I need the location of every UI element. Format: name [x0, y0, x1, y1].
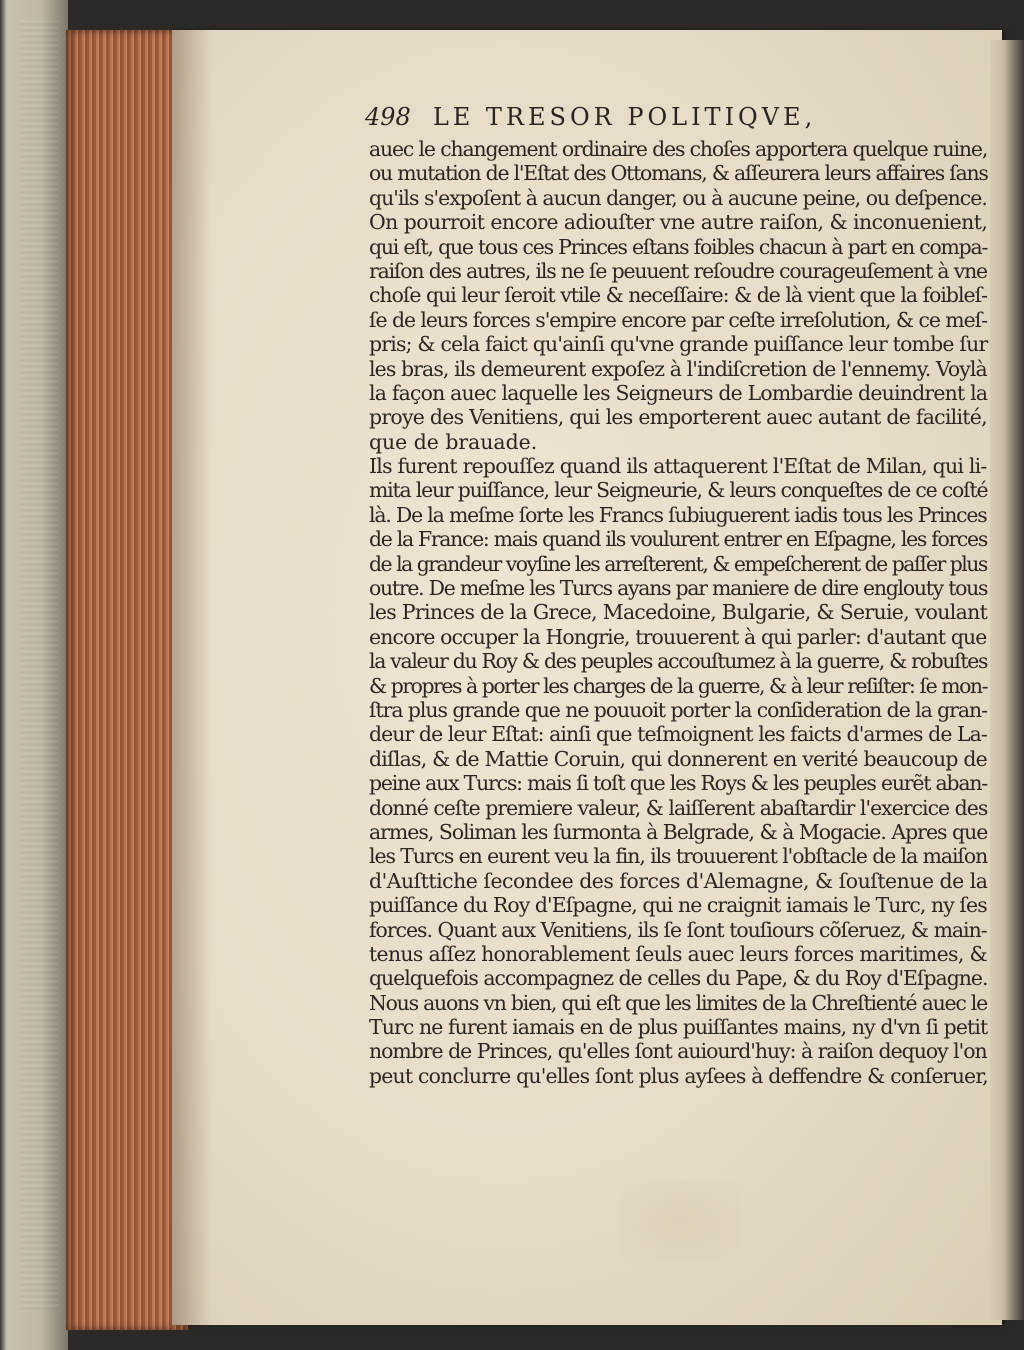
text-line: Ils furent repouſſez quand ils attaquerent l'Eſtat de Milan, qui li-: [369, 454, 987, 479]
text-line: tenus aſſez honorablement ſeuls auec leurs forces maritimes, &: [369, 941, 987, 966]
text-line: les Princes de la Grece, Macedoine, Bulgarie, & Seruie, voulant: [369, 600, 988, 625]
text-line: peut conclurre qu'elles ſont plus ayſees à deffendre & conſeruer,: [369, 1063, 988, 1088]
text-line: choſe qui leur ſeroit vtile & neceſſaire: & de là vient que la foibleſ-: [369, 283, 988, 308]
text-line: pris; & cela faict qu'ainſi qu'vne grande puiſſance leur tombe ſur: [369, 332, 988, 357]
text-line: là. De la meſme ſorte les Francs ſubiuguerent iadis tous les Princes: [369, 502, 987, 527]
text-line: ſtra plus grande que ne pouuoit porter la conſideration de la gran-: [369, 697, 987, 722]
text-line: encore occuper la Hongrie, trouuerent à qui parler: d'autant que: [369, 624, 987, 649]
text-line: ou mutation de l'Eſtat des Ottomans, & aſſeurera leurs affaires ſans: [369, 161, 988, 186]
paper-stain: [620, 1180, 740, 1260]
text-line: qui eſt, que tous ces Princes eſtans foibles chacun à part en compa-: [369, 234, 988, 259]
text-line: & propres à porter les charges de la guerre, & à leur reſiſter: ſe mon-: [369, 673, 988, 698]
text-line: On pourroit encore adiouſter vne autre raiſon, & inconuenient,: [369, 210, 988, 235]
text-line: ſe de leurs forces s'empire encore par ceſte irreſolution, & ce meſ-: [369, 307, 987, 332]
text-line: proye des Venitiens, qui les emporterent auec autant de facilité,: [369, 405, 987, 430]
gutter-shadow: [172, 30, 212, 1325]
book-cover-edge: [0, 0, 68, 1350]
body-text: [369, 137, 991, 1088]
text-line: de la France: mais quand ils voulurent entrer en Eſpagne, les forces: [369, 527, 987, 552]
text-line: de la grandeur voyſine les arreſterent, & empeſcherent de paſſer plus: [369, 551, 987, 576]
text-line: mita leur puiſſance, leur Seigneurie, & leurs conqueſtes de ce coſté: [369, 478, 988, 503]
text-line: forces. Quant aux Venitiens, ils ſe ſont touſiours cõſeruez, & main-: [369, 917, 987, 942]
running-header: [365, 103, 925, 133]
text-line: que de brauade.: [369, 429, 538, 454]
text-line: auec le changement ordinaire des choſes apportera quelque ruine,: [369, 137, 988, 161]
text-line: outre. De meſme les Turcs ayans par maniere de dire englouty tous: [369, 576, 988, 601]
text-line: la valeur du Roy & des peuples accouſtumez à la guerre, & robuſtes: [369, 649, 988, 674]
facing-page-edge: [990, 40, 1024, 1320]
text-line: Nous auons vn bien, qui eſt que les limites de la Chreſtienté auec le: [369, 990, 987, 1015]
text-line: diſlas, & de Mattie Coruin, qui donnerent en verité beaucoup de: [369, 746, 987, 771]
text-line: nombre de Princes, qu'elles ſont auiourd'huy: à raiſon dequoy l'on: [369, 1039, 987, 1064]
page-block-edge: [66, 30, 188, 1330]
text-line: puiſſance du Roy d'Eſpagne, qui ne craignit iamais le Turc, ny ſes: [369, 893, 987, 918]
text-line: d'Auſttiche ſecondee des forces d'Alemagne, & ſouſtenue de la: [369, 868, 988, 893]
page-number: 498: [365, 103, 411, 131]
text-line: peine aux Turcs: mais ſi toſt que les Roys & les peuples eurẽt aban-: [369, 771, 987, 796]
text-line: les bras, ils demeurent expoſez à l'indiſcretion de l'ennemy. Voylà: [369, 356, 987, 381]
text-line: raiſon des autres, ils ne ſe peuuent reſoudre courageuſement à vne: [369, 258, 987, 283]
running-head-title: LE TRESOR POLITIQVE,: [432, 103, 817, 131]
text-line: qu'ils s'expoſent à aucun danger, ou à aucune peine, ou deſpence.: [369, 185, 987, 210]
text-line: deur de leur Eſtat: ainſi que teſmoignent les faicts d'armes de La-: [369, 722, 987, 747]
text-line: armes, Soliman les ſurmonta à Belgrade, & à Mogacie. Apres que: [369, 819, 988, 844]
text-line: la façon auec laquelle les Seigneurs de Lombardie deuindrent la: [369, 380, 988, 405]
text-line: quelquefois accompagnez de celles du Pape, & du Roy d'Eſpagne.: [369, 966, 988, 991]
text-line: donné ceſte premiere valeur, & laiſſerent abaſtardir l'exercice des: [369, 795, 988, 820]
text-line: les Turcs en eurent veu la fin, ils trouuerent l'obſtacle de la maiſon: [369, 844, 988, 869]
text-line: Turc ne furent iamais en de plus puiſſantes mains, ny d'vn ſi petit: [369, 1015, 988, 1040]
